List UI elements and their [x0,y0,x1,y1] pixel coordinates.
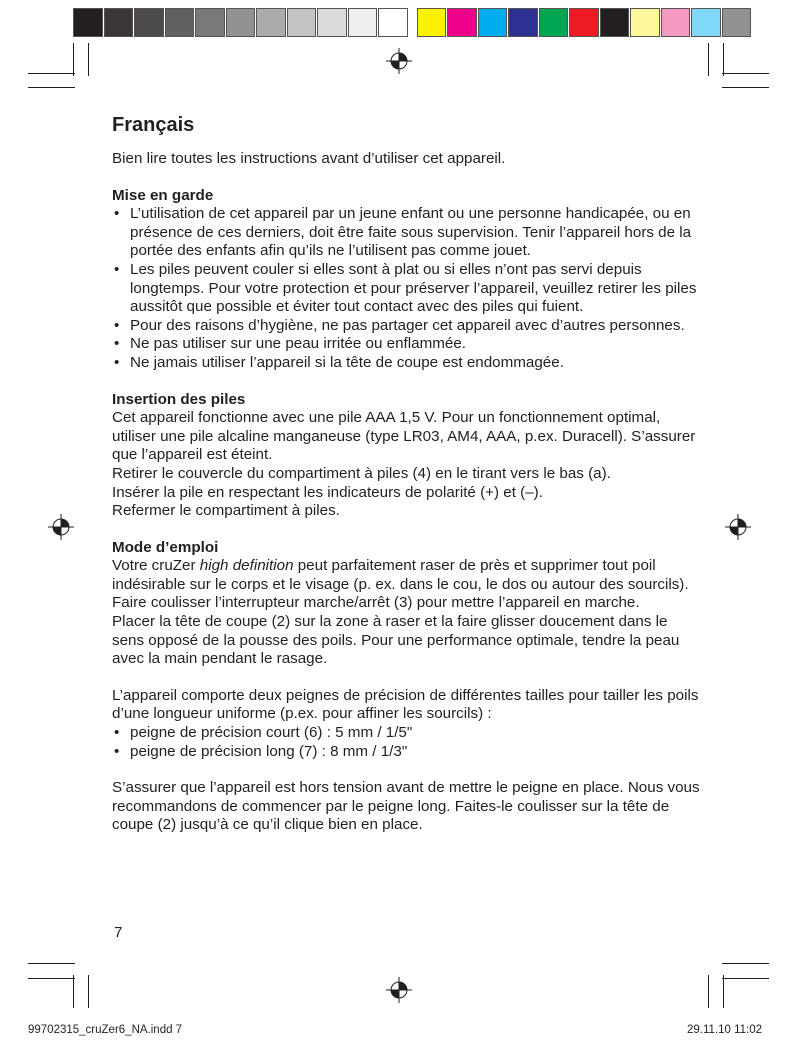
battery-text: Refermer le compartiment à piles. [112,502,340,520]
grey-swatch [287,8,317,37]
usage-paragraph: Faire coulisser l’interrupteur marche/arrêt (3) pour mettre l’appareil en marche. [112,594,640,612]
grey-swatch [195,8,225,37]
process-color-swatches [417,8,753,39]
usage-text: peut parfaitement raser de près et supprimer tout poil indésirable sur le corps et le visage (p. ex. dans le cou, le dos ou autour des sourcils). [112,557,689,593]
usage-text: Votre cruZer [112,557,200,575]
slug-filename: 99702315_cruZer6_NA.indd 7 [28,1024,183,1036]
usage-heading: Mode d’emploi [112,538,219,556]
usage-paragraph [112,557,702,594]
crop-mark [722,978,769,979]
battery-text: Insérer la pile en respectant les indicateurs de polarité (+) et (–). [112,483,543,501]
process-swatch [630,8,660,37]
battery-heading: Insertion des piles [112,390,246,408]
process-swatch [447,8,477,37]
intro-text: Bien lire toutes les instructions avant d’utiliser cet appareil. [112,150,506,167]
process-swatch [722,8,752,37]
crop-mark [28,963,75,964]
manual-page-content [112,112,702,835]
crop-mark [88,43,89,76]
color-calibration-bar [73,8,752,39]
process-swatch [508,8,538,37]
grey-swatch [134,8,164,37]
crop-mark [73,975,74,1008]
grey-swatch [104,8,134,37]
product-name-italic: high definition [199,557,294,575]
crop-mark [708,975,709,1008]
crop-mark [722,963,769,964]
list-item: • L’utilisation de cet appareil par un jeune enfant ou une personne handicapée, ou en présence de ces derniers, doit être faite sous supervision. Tenir l’appareil hors de la portée des enfants afin qu’ils ne l’utilisent pas comme jouet. [112,205,702,261]
grey-swatch [226,8,256,37]
process-swatch [661,8,691,37]
registration-target-icon [386,977,412,1003]
process-swatch [539,8,569,37]
battery-text: Cet appareil fonctionne avec une pile AAA 1,5 V. Pour un fonctionnement optimal, utiliser une pile alcaline manganeuse (type LR03, AM4, AAA, p.ex. Duracell). S’assurer que l’appareil est éteint. [112,409,696,464]
list-item: • Ne pas utiliser sur une peau irritée ou enflammée. [112,335,702,354]
usage-paragraph: L’appareil comporte deux peignes de précision de différentes tailles pour tailler les poils d’une longueur uniforme (p.ex. pour affiner les sourcils) : [112,686,699,723]
grey-swatches [73,8,409,39]
usage-paragraph: S’assurer que l’appareil est hors tension avant de mettre le peigne en place. Nous vous recommandons de commencer par le peigne long. Faites-le coulisser sur la tête de coupe (2) jusqu’à ce qu’il clique bien en place. [112,779,700,834]
crop-mark [723,975,724,1008]
list-item: • Pour des raisons d’hygiène, ne pas partager cet appareil avec d’autres personnes. [112,317,702,336]
battery-text: Retirer le couvercle du compartiment à piles (4) en le tirant vers le bas (a). [112,464,611,482]
crop-mark [88,975,89,1008]
crop-mark [28,87,75,88]
process-swatch [569,8,599,37]
crop-mark [723,43,724,76]
registration-target-icon [386,48,412,74]
warning-heading: Mise en garde [112,186,214,204]
grey-swatch [73,8,103,37]
list-item: • Les piles peuvent couler si elles sont à plat ou si elles n’ont pas servi depuis longtemps. Pour votre protection et pour préserver l’appareil, veuillez retirer les piles aussitôt que possible et éviter tout contact avec des piles qui fuient. [112,261,702,317]
grey-swatch [165,8,195,37]
crop-mark [722,87,769,88]
crop-mark [73,43,74,76]
grey-swatch [256,8,286,37]
list-item: • peigne de précision long (7) : 8 mm / 1/3" [112,743,702,762]
grey-swatch [348,8,378,37]
process-swatch [691,8,721,37]
process-swatch [600,8,630,37]
grey-swatch [378,8,408,37]
crop-mark [28,978,75,979]
registration-target-icon [725,514,751,540]
registration-target-icon [48,514,74,540]
crop-mark [708,43,709,76]
slug-date: 29.11.10 11:02 [686,1024,762,1036]
warning-list [112,205,702,372]
usage-paragraph: Placer la tête de coupe (2) sur la zone à raser et la faire glisser doucement dans le sens opposé de la pousse des poils. Pour une performance optimale, tendre la peau avec la main pendant le rasage. [112,613,680,668]
list-item: • peigne de précision court (6) : 5 mm / 1/5" [112,724,702,743]
page-title: Français [112,114,195,136]
list-item: • Ne jamais utiliser l’appareil si la tête de coupe est endommagée. [112,354,702,373]
process-swatch [478,8,508,37]
page-number: 7 [114,924,123,941]
process-swatch [417,8,447,37]
grey-swatch [317,8,347,37]
comb-list [112,724,702,761]
crop-mark [722,73,769,74]
crop-mark [28,73,75,74]
